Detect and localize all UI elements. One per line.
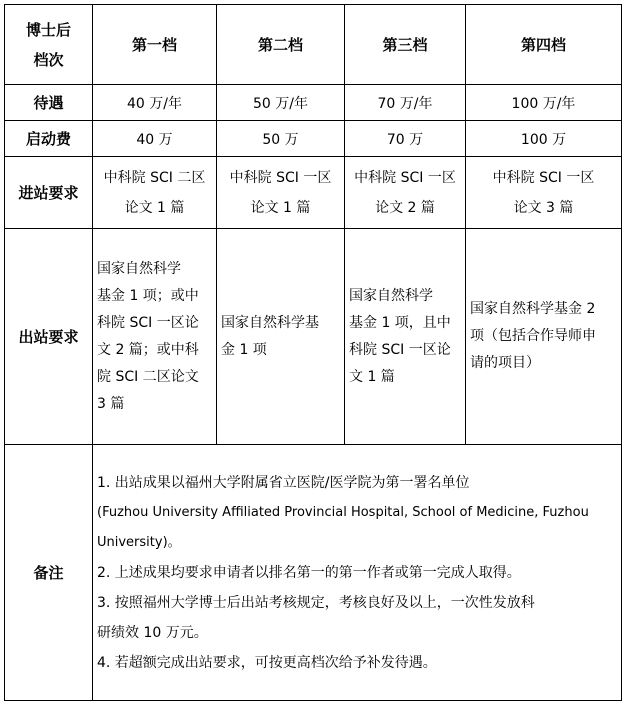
exit-tier-1-line-1: 国家自然科学 [97,260,181,277]
entry-tier-4 [466,157,622,229]
salary-tier-2: 50 万/年 [217,85,345,121]
salary-tier-1: 40 万/年 [93,85,217,121]
tier-2-header: 第二档 [217,5,345,85]
salary-tier-3: 70 万/年 [345,85,466,121]
exit-tier-1-line-3: 科院 SCI 一区论 [97,314,199,331]
note-2: 2. 上述成果均要求申请者以排名第一的第一作者或第一完成人取得。 [97,564,521,581]
tier-1-header: 第一档 [93,5,217,85]
note-1-line-2: (Fuzhou University Affiliated Provincial Hospital, School of Medicine, Fuzhou [97,504,589,520]
notes-row [5,445,622,701]
startup-label: 启动费 [5,121,93,157]
exit-label: 出站要求 [5,229,93,445]
corner-line-2: 档次 [33,50,64,69]
entry-tier-3 [345,157,466,229]
notes-label: 备注 [5,445,93,701]
entry-tier-3-line-2: 论文 2 篇 [375,199,435,216]
note-3-line-2: 研绩效 10 万元。 [97,624,208,641]
startup-row [5,121,622,157]
exit-tier-2-line-2: 金 1 项 [221,341,267,358]
exit-tier-4-line-1: 国家自然科学基金 2 [470,301,596,317]
exit-tier-4-line-3: 请的项目） [470,355,540,371]
entry-tier-4-line-2: 论文 3 篇 [513,199,574,216]
exit-row [5,229,622,445]
exit-tier-2-line-1: 国家自然科学基 [221,314,319,331]
entry-tier-1-line-1: 中科院 SCI 二区 [103,169,206,186]
exit-tier-3 [345,229,466,445]
exit-tier-2 [217,229,345,445]
exit-tier-1-line-2: 基金 1 项；或中 [97,287,199,304]
exit-tier-1-line-4: 文 2 篇；或中科 [97,341,199,358]
notes-content [93,445,622,701]
exit-tier-4-line-2: 项（包括合作导师申 [470,328,596,344]
corner-header [5,5,93,85]
header-row [5,5,622,85]
exit-tier-1-line-6: 3 篇 [97,395,125,412]
entry-tier-2 [217,157,345,229]
note-4: 4. 若超额完成出站要求，可按更高档次给予补发待遇。 [97,654,437,671]
postdoc-tier-table [4,4,622,701]
salary-label: 待遇 [5,85,93,121]
exit-tier-3-line-2: 基金 1 项，且中 [349,314,451,331]
entry-tier-1-line-2: 论文 1 篇 [124,199,185,216]
exit-tier-3-line-4: 文 1 篇 [349,368,395,385]
tier-3-header: 第三档 [345,5,466,85]
exit-tier-4 [466,229,622,445]
entry-row [5,157,622,229]
entry-tier-1 [93,157,217,229]
note-1-line-3: University)。 [97,534,181,550]
salary-tier-4: 100 万/年 [466,85,622,121]
exit-tier-1 [93,229,217,445]
startup-tier-2: 50 万 [217,121,345,157]
entry-tier-2-line-1: 中科院 SCI 一区 [229,169,332,186]
entry-tier-4-line-1: 中科院 SCI 一区 [492,169,595,186]
note-1-line-1: 1. 出站成果以福州大学附属省立医院/医学院为第一署名单位 [97,474,470,491]
salary-row [5,85,622,121]
tier-4-header: 第四档 [466,5,622,85]
exit-tier-3-line-1: 国家自然科学 [349,287,433,304]
note-3-line-1: 3. 按照福州大学博士后出站考核规定，考核良好及以上，一次性发放科 [97,594,535,611]
exit-tier-1-line-5: 院 SCI 二区论文 [97,368,199,385]
entry-label: 进站要求 [5,157,93,229]
startup-tier-4: 100 万 [466,121,622,157]
startup-tier-3: 70 万 [345,121,466,157]
startup-tier-1: 40 万 [93,121,217,157]
corner-line-1: 博士后 [25,20,71,39]
entry-tier-2-line-2: 论文 1 篇 [250,199,311,216]
exit-tier-3-line-3: 科院 SCI 一区论 [349,341,451,358]
entry-tier-3-line-1: 中科院 SCI 一区 [354,169,456,186]
